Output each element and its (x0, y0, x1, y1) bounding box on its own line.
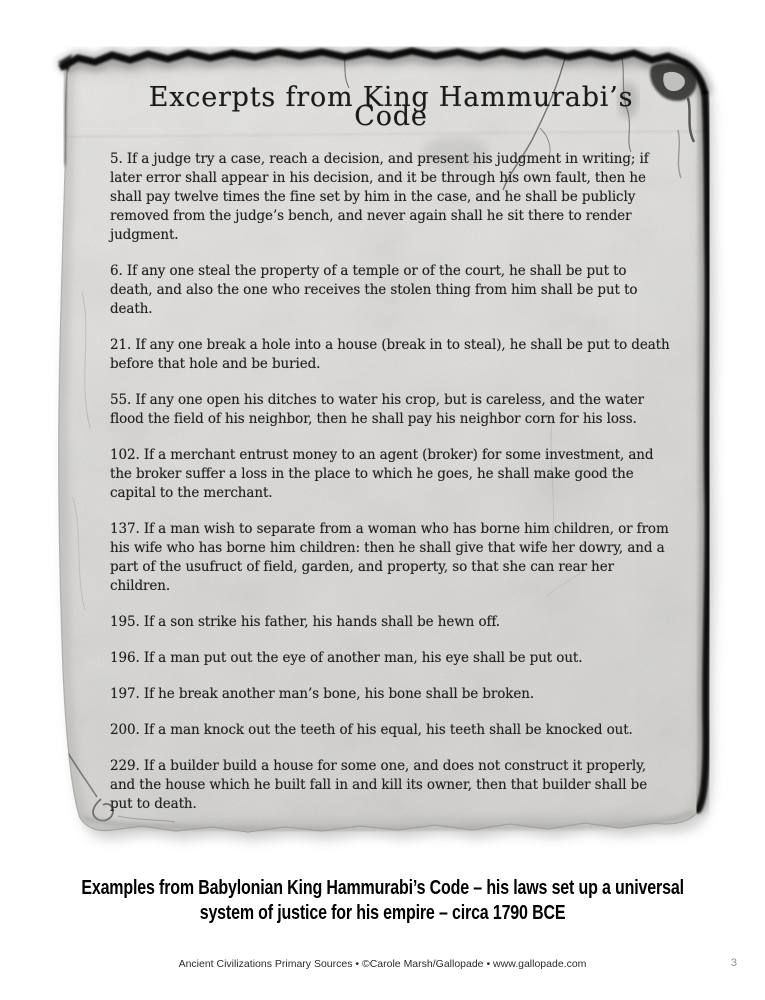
page-number: 3 (730, 957, 737, 969)
law-item-195: 195. If a son strike his father, his hands shall be hewn off. (110, 614, 500, 630)
caption-line-2: system of justice for his empire – circa 1790 BCE (199, 902, 566, 924)
law-item-5: 5. If a judge try a case, reach a decision, and present his judgment in writing; if later error shall appear in his decision, and it be through his own fault, then he shall pay twelve times the fine set by him in the case, and he shall be publicly removed from the judge’s bench, and never again shall he sit there to render judgment. (110, 151, 649, 243)
law-item-21: 21. If any one break a hole into a house (break in to steal), he shall be put to death before that hole and be buried. (110, 337, 670, 372)
footer-credit: Ancient Civilizations Primary Sources • ©Carole Marsh/Gallopade • www.gallopade.com (178, 958, 587, 970)
worksheet-text (110, 82, 672, 831)
document-title: Excerpts from King Hammurabi’s Code (148, 82, 634, 132)
law-item-55: 55. If any one open his ditches to water his crop, but is careless, and the water flood the field of his neighbor, then he shall pay his neighbor corn for his loss. (110, 392, 645, 427)
law-item-200: 200. If a man knock out the teeth of his equal, his teeth shall be knocked out. (110, 722, 633, 738)
law-item-197: 197. If he break another man’s bone, his bone shall be broken. (110, 686, 535, 702)
law-item-196: 196. If a man put out the eye of another man, his eye shall be put out. (110, 650, 583, 666)
caption (0, 876, 765, 926)
caption-line-1: Examples from Babylonian King Hammurabi’s Code – his laws set up a universal (81, 877, 684, 899)
law-item-102: 102. If a merchant entrust money to an agent (broker) for some investment, and the broker suffer a loss in the place to which he goes, he shall make good the capital to the merchant. (110, 447, 654, 501)
law-item-137: 137. If a man wish to separate from a woman who has borne him children, or from his wife who has borne him children: then he shall give that wife her dowry, and a part of the usufruct of field, garden, and property, so that she can rear her children. (110, 521, 669, 594)
law-item-6: 6. If any one steal the property of a temple or of the court, he shall be put to death, and also the one who receives the stolen thing from him shall be put to death. (110, 263, 638, 317)
law-item-229: 229. If a builder build a house for some one, and does not construct it properly, and the house which he built fall in and kill its owner, then that builder shall be put to death. (110, 758, 648, 812)
